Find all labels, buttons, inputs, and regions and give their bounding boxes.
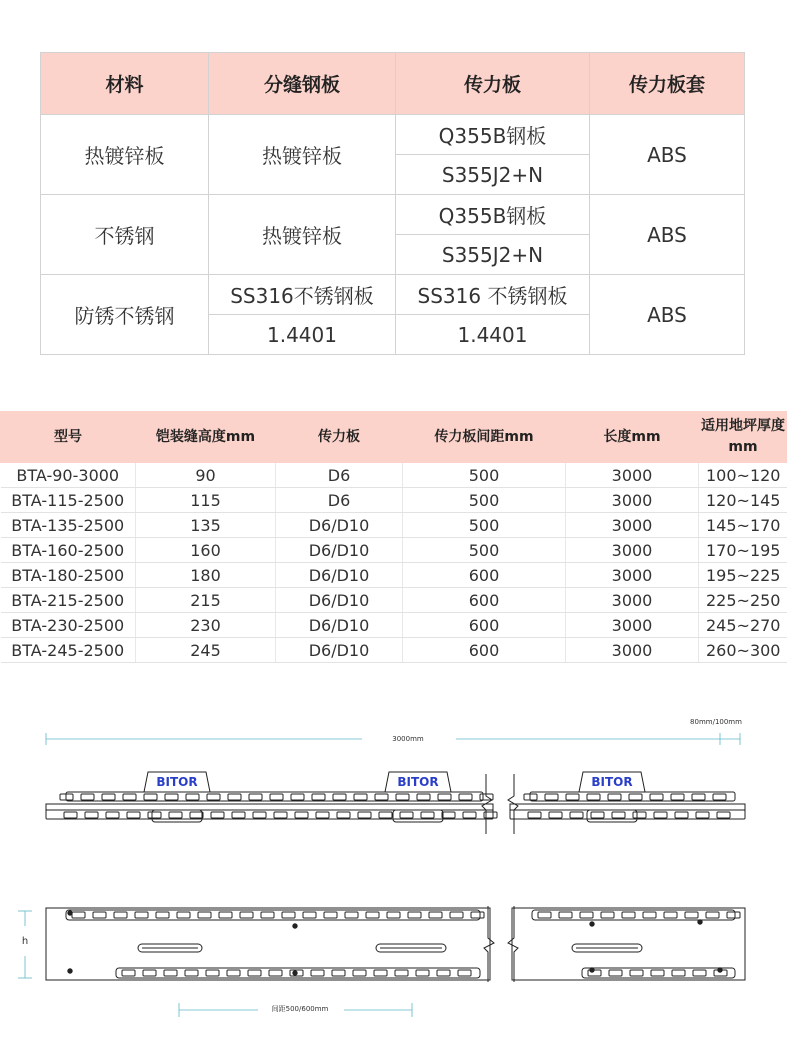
header-length: 长度mm (566, 412, 699, 463)
spacing-cell: 600 (403, 638, 566, 663)
slot (156, 912, 169, 918)
slot (135, 912, 148, 918)
front-view (46, 906, 745, 982)
slot (93, 912, 106, 918)
thickness-cell: 245~270 (699, 613, 787, 638)
slot (81, 794, 94, 800)
length-cell: 3000 (566, 463, 699, 488)
length-cell: 3000 (566, 638, 699, 663)
table-row (1, 638, 787, 663)
slot (106, 812, 119, 818)
model-cell: BTA-230-2500 (1, 613, 136, 638)
slot (609, 970, 622, 976)
table-row (1, 463, 787, 488)
model-cell: BTA-160-2500 (1, 538, 136, 563)
header-dowel-spacing: 传力板间距mm (403, 412, 566, 463)
slot (650, 794, 663, 800)
thickness-cell: 120~145 (699, 488, 787, 513)
slot (374, 970, 387, 976)
thickness-cell: 100~120 (699, 463, 787, 488)
slot (72, 912, 85, 918)
dowel-plate-cell: SS316 不锈钢板 (396, 275, 590, 315)
slot (706, 912, 719, 918)
slot (450, 912, 463, 918)
slot (591, 812, 604, 818)
model-table (0, 411, 787, 663)
header-material: 材料 (41, 53, 209, 115)
plate-top-rail (46, 804, 493, 810)
end-label: 80mm/100mm (690, 718, 742, 726)
slot (463, 812, 476, 818)
height-cell: 180 (136, 563, 276, 588)
header-dowel-sleeve: 传力板套 (590, 53, 745, 115)
slot (570, 812, 583, 818)
dowel-plate-cell: S355J2+N (396, 155, 590, 195)
slot (528, 812, 541, 818)
material-table (40, 52, 745, 355)
slot (630, 970, 643, 976)
slot (316, 812, 329, 818)
break-mark (508, 906, 518, 982)
slot (417, 794, 430, 800)
slot (408, 912, 421, 918)
height-cell: 90 (136, 463, 276, 488)
slot (675, 812, 688, 818)
slot (696, 812, 709, 818)
dowel-cell: D6 (276, 463, 403, 488)
spacing-cell: 600 (403, 588, 566, 613)
slot (353, 970, 366, 976)
slot (442, 812, 455, 818)
slot (651, 970, 664, 976)
slot (64, 812, 77, 818)
hole (698, 920, 702, 924)
header-joint-plate: 分缝钢板 (209, 53, 396, 115)
slot (240, 912, 253, 918)
side-view (46, 772, 745, 834)
dowel-cell: D6/D10 (276, 538, 403, 563)
dowel-cell: D6/D10 (276, 588, 403, 613)
brand-label: BITOR (591, 775, 633, 789)
header-joint-height: 铠装缝高度mm (136, 412, 276, 463)
slot (186, 794, 199, 800)
joint-plate-cell: 热镀锌板 (209, 115, 396, 195)
slot (379, 812, 392, 818)
slot (559, 912, 572, 918)
table-row (1, 588, 787, 613)
table-row (1, 513, 787, 538)
dowel-cell: D6 (276, 488, 403, 513)
break-mark (484, 906, 494, 982)
slot (612, 812, 625, 818)
slot (622, 912, 635, 918)
header-slab-thickness: 适用地坪厚度mm (699, 412, 787, 463)
spacing-cell: 500 (403, 463, 566, 488)
spacing-dimension (179, 1003, 412, 1017)
slot (148, 812, 161, 818)
slot (253, 812, 266, 818)
slot (123, 794, 136, 800)
length-label: 3000mm (392, 735, 424, 743)
slot (227, 970, 240, 976)
slot (85, 812, 98, 818)
slot (143, 970, 156, 976)
table-row (1, 538, 787, 563)
slot (438, 794, 451, 800)
slot (471, 912, 484, 918)
brand-label: BITOR (156, 775, 198, 789)
slot (608, 794, 621, 800)
length-cell: 3000 (566, 563, 699, 588)
height-cell: 160 (136, 538, 276, 563)
material-table-header (41, 53, 745, 115)
spacing-cell: 600 (403, 613, 566, 638)
thickness-cell: 170~195 (699, 538, 787, 563)
header-model: 型号 (1, 412, 136, 463)
slot (269, 970, 282, 976)
slot (274, 812, 287, 818)
slot (643, 912, 656, 918)
slot (672, 970, 685, 976)
dowel-plate-cell: 1.4401 (396, 315, 590, 355)
technical-drawing (0, 700, 787, 1051)
height-label: h (21, 936, 29, 947)
joint-plate-cell: 1.4401 (209, 315, 396, 355)
dowel-plate-cell: Q355B钢板 (396, 195, 590, 235)
slot (206, 970, 219, 976)
slot (270, 794, 283, 800)
slot (122, 970, 135, 976)
spacing-cell: 500 (403, 538, 566, 563)
slot (207, 794, 220, 800)
length-cell: 3000 (566, 488, 699, 513)
slot (629, 794, 642, 800)
height-cell: 115 (136, 488, 276, 513)
slot (164, 970, 177, 976)
length-cell: 3000 (566, 513, 699, 538)
slot (324, 912, 337, 918)
table-row (41, 275, 745, 315)
thickness-cell: 225~250 (699, 588, 787, 613)
slot (633, 812, 646, 818)
dowel-plate-cell: S355J2+N (396, 235, 590, 275)
joint-plate-cell: 热镀锌板 (209, 195, 396, 275)
hole (590, 968, 594, 972)
sleeve-cell: ABS (590, 195, 745, 275)
height-cell: 230 (136, 613, 276, 638)
height-cell: 215 (136, 588, 276, 613)
slot (601, 912, 614, 918)
slot (211, 812, 224, 818)
slot (664, 912, 677, 918)
slot (545, 794, 558, 800)
hole (293, 971, 297, 975)
slot (169, 812, 182, 818)
slot (396, 794, 409, 800)
header-dowel: 传力板 (276, 412, 403, 463)
slot (144, 794, 157, 800)
material-cell: 防锈不锈钢 (41, 275, 209, 355)
slot (165, 794, 178, 800)
table-row (1, 563, 787, 588)
slot (580, 912, 593, 918)
slot (654, 812, 667, 818)
slot (177, 912, 190, 918)
hole (68, 911, 72, 915)
slot (400, 812, 413, 818)
model-cell: BTA-135-2500 (1, 513, 136, 538)
length-cell: 3000 (566, 588, 699, 613)
height-cell: 135 (136, 513, 276, 538)
spacing-cell: 600 (403, 563, 566, 588)
slot (345, 912, 358, 918)
sleeve-cell: ABS (590, 275, 745, 355)
slot (127, 812, 140, 818)
slot (685, 912, 698, 918)
material-cell: 热镀锌板 (41, 115, 209, 195)
plate-top-rail (510, 804, 745, 810)
slot (692, 794, 705, 800)
length-cell: 3000 (566, 613, 699, 638)
model-cell: BTA-245-2500 (1, 638, 136, 663)
slot (228, 794, 241, 800)
slot (337, 812, 350, 818)
slot (587, 794, 600, 800)
spacing-label: 间距500/600mm (271, 1005, 329, 1013)
slot (311, 970, 324, 976)
table-row (41, 115, 745, 155)
slot (395, 970, 408, 976)
slot (713, 794, 726, 800)
slot (566, 794, 579, 800)
slot (717, 812, 730, 818)
dowel-cell: D6/D10 (276, 613, 403, 638)
joint-plate-cell: SS316不锈钢板 (209, 275, 396, 315)
hole (590, 922, 594, 926)
slot (282, 912, 295, 918)
slot (538, 912, 551, 918)
slot (458, 970, 471, 976)
header-dowel-plate: 传力板 (396, 53, 590, 115)
thickness-cell: 195~225 (699, 563, 787, 588)
slot (102, 794, 115, 800)
thickness-cell: 145~170 (699, 513, 787, 538)
slot (459, 794, 472, 800)
dowel-cell: D6/D10 (276, 513, 403, 538)
slot (693, 970, 706, 976)
slot (333, 794, 346, 800)
slot (375, 794, 388, 800)
slot (421, 812, 434, 818)
table-row (1, 488, 787, 513)
spacing-cell: 500 (403, 488, 566, 513)
slot (671, 794, 684, 800)
hole (68, 969, 72, 973)
slot (185, 970, 198, 976)
hole (718, 968, 722, 972)
height-cell: 245 (136, 638, 276, 663)
table-row (41, 195, 745, 235)
slot (332, 970, 345, 976)
table-row (1, 613, 787, 638)
slot (358, 812, 371, 818)
slot (114, 912, 127, 918)
spacing-cell: 500 (403, 513, 566, 538)
dowel-cell: D6/D10 (276, 563, 403, 588)
slot (437, 970, 450, 976)
hole (293, 924, 297, 928)
slot (303, 912, 316, 918)
slot (354, 794, 367, 800)
slot (248, 970, 261, 976)
thickness-cell: 260~300 (699, 638, 787, 663)
model-cell: BTA-180-2500 (1, 563, 136, 588)
dowel-cell: D6/D10 (276, 638, 403, 663)
slot (291, 794, 304, 800)
slot (387, 912, 400, 918)
slot (727, 912, 740, 918)
slot (295, 812, 308, 818)
dowel-plate-cell: Q355B钢板 (396, 115, 590, 155)
brand-label: BITOR (397, 775, 439, 789)
sleeve-cell: ABS (590, 115, 745, 195)
slot (429, 912, 442, 918)
slot (249, 794, 262, 800)
model-cell: BTA-115-2500 (1, 488, 136, 513)
slot (366, 912, 379, 918)
length-cell: 3000 (566, 538, 699, 563)
slot (312, 794, 325, 800)
slot (232, 812, 245, 818)
plate-lower-rail (510, 810, 745, 819)
model-cell: BTA-90-3000 (1, 463, 136, 488)
slot (416, 970, 429, 976)
model-cell: BTA-215-2500 (1, 588, 136, 613)
height-dimension (18, 911, 32, 978)
slot (190, 812, 203, 818)
material-cell: 不锈钢 (41, 195, 209, 275)
slot (219, 912, 232, 918)
slot (198, 912, 211, 918)
slot (261, 912, 274, 918)
model-table-header (1, 412, 787, 463)
slot (549, 812, 562, 818)
length-dimension (46, 718, 742, 745)
